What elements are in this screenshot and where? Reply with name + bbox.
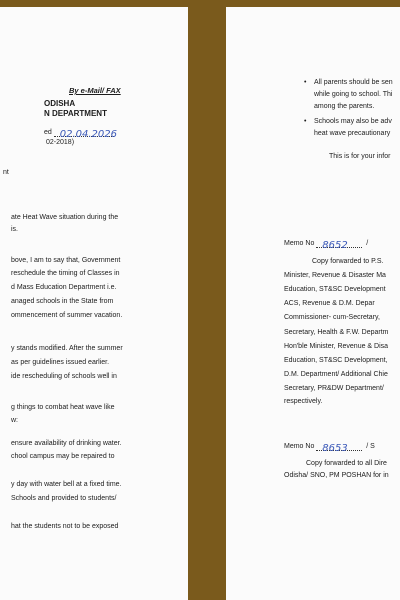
header-line-2: N DEPARTMENT	[44, 109, 107, 118]
bullet-line: heat wave precautionary	[314, 130, 391, 137]
body-line: reschedule the timing of Classes in	[11, 270, 120, 277]
copy-line: Hon'ble Minister, Revenue & Disa	[284, 343, 389, 350]
bullet-line: while going to school. Thi	[314, 91, 393, 98]
copy-line: Secretary, PR&DW Department/	[284, 385, 384, 392]
memo-number-1: Memo No 8652 /	[284, 240, 369, 251]
copy-line: D.M. Department/ Additional Chie	[284, 371, 388, 378]
body-line: y day with water bell at a fixed time.	[11, 481, 122, 488]
body-line: d Mass Education Department i.e.	[11, 284, 117, 291]
copy-line: Copy forwarded to all Dire	[306, 460, 387, 467]
body-line: hat the students not to be exposed	[11, 523, 119, 530]
copy-line: respectively.	[284, 398, 323, 405]
body-line: as per guidelines issued earlier.	[11, 359, 110, 366]
body-line: ensure availability of drinking water.	[11, 440, 122, 447]
body-line: ommencement of summer vacation.	[11, 312, 123, 319]
copy-line: ACS, Revenue & D.M. Depar	[284, 300, 375, 307]
copy-line: Copy forwarded to P.S.	[312, 258, 384, 265]
bullet-item: • All parents should be sen	[314, 79, 393, 87]
delivery-mode: By e-Mail/ FAX	[69, 86, 121, 95]
copy-line: Secretary, Health & F.W. Departm	[284, 329, 389, 336]
copy-line: Education, ST&SC Development	[284, 286, 386, 293]
body-line: chool campus may be repaired to	[11, 453, 115, 460]
copy-line: Education, ST&SC Development,	[284, 357, 388, 364]
body-line: is.	[11, 226, 18, 233]
body-line: anaged schools in the State from	[11, 298, 114, 305]
subject-end: nt	[3, 169, 9, 176]
body-line: bove, I am to say that, Government	[11, 257, 121, 264]
memo-number-2: Memo No 8653 / S	[284, 443, 375, 454]
memo-number-1-value: 8652	[322, 240, 348, 251]
body-line: ide rescheduling of schools well in	[11, 373, 117, 380]
body-line: w:	[11, 417, 18, 424]
bullet-item: • Schools may also be adv	[314, 118, 392, 126]
document-page-right	[226, 7, 400, 600]
dated-prefix: ed	[44, 129, 52, 136]
copy-line: Minister, Revenue & Disaster Ma	[284, 272, 386, 279]
copy-line: Commissioner- cum-Secretary,	[284, 314, 380, 321]
bullet-line: among the parents.	[314, 103, 375, 110]
body-line: ate Heat Wave situation during the	[11, 214, 119, 221]
dated-value: 02.04.2026	[59, 129, 118, 140]
dated-row	[44, 129, 118, 140]
header-line-1: ODISHA	[44, 99, 76, 108]
closing-line: This is for your infor	[329, 153, 391, 160]
reference-number: 02-2018)	[46, 139, 75, 146]
body-line: y stands modified. After the summer	[11, 345, 123, 352]
body-line: Schools and provided to students/	[11, 495, 117, 502]
document-page-left	[0, 7, 188, 600]
body-line: g things to combat heat wave like	[11, 404, 115, 411]
memo-number-2-value: 8653	[322, 443, 348, 454]
copy-line: Odisha/ SNO, PM POSHAN for in	[284, 472, 389, 479]
